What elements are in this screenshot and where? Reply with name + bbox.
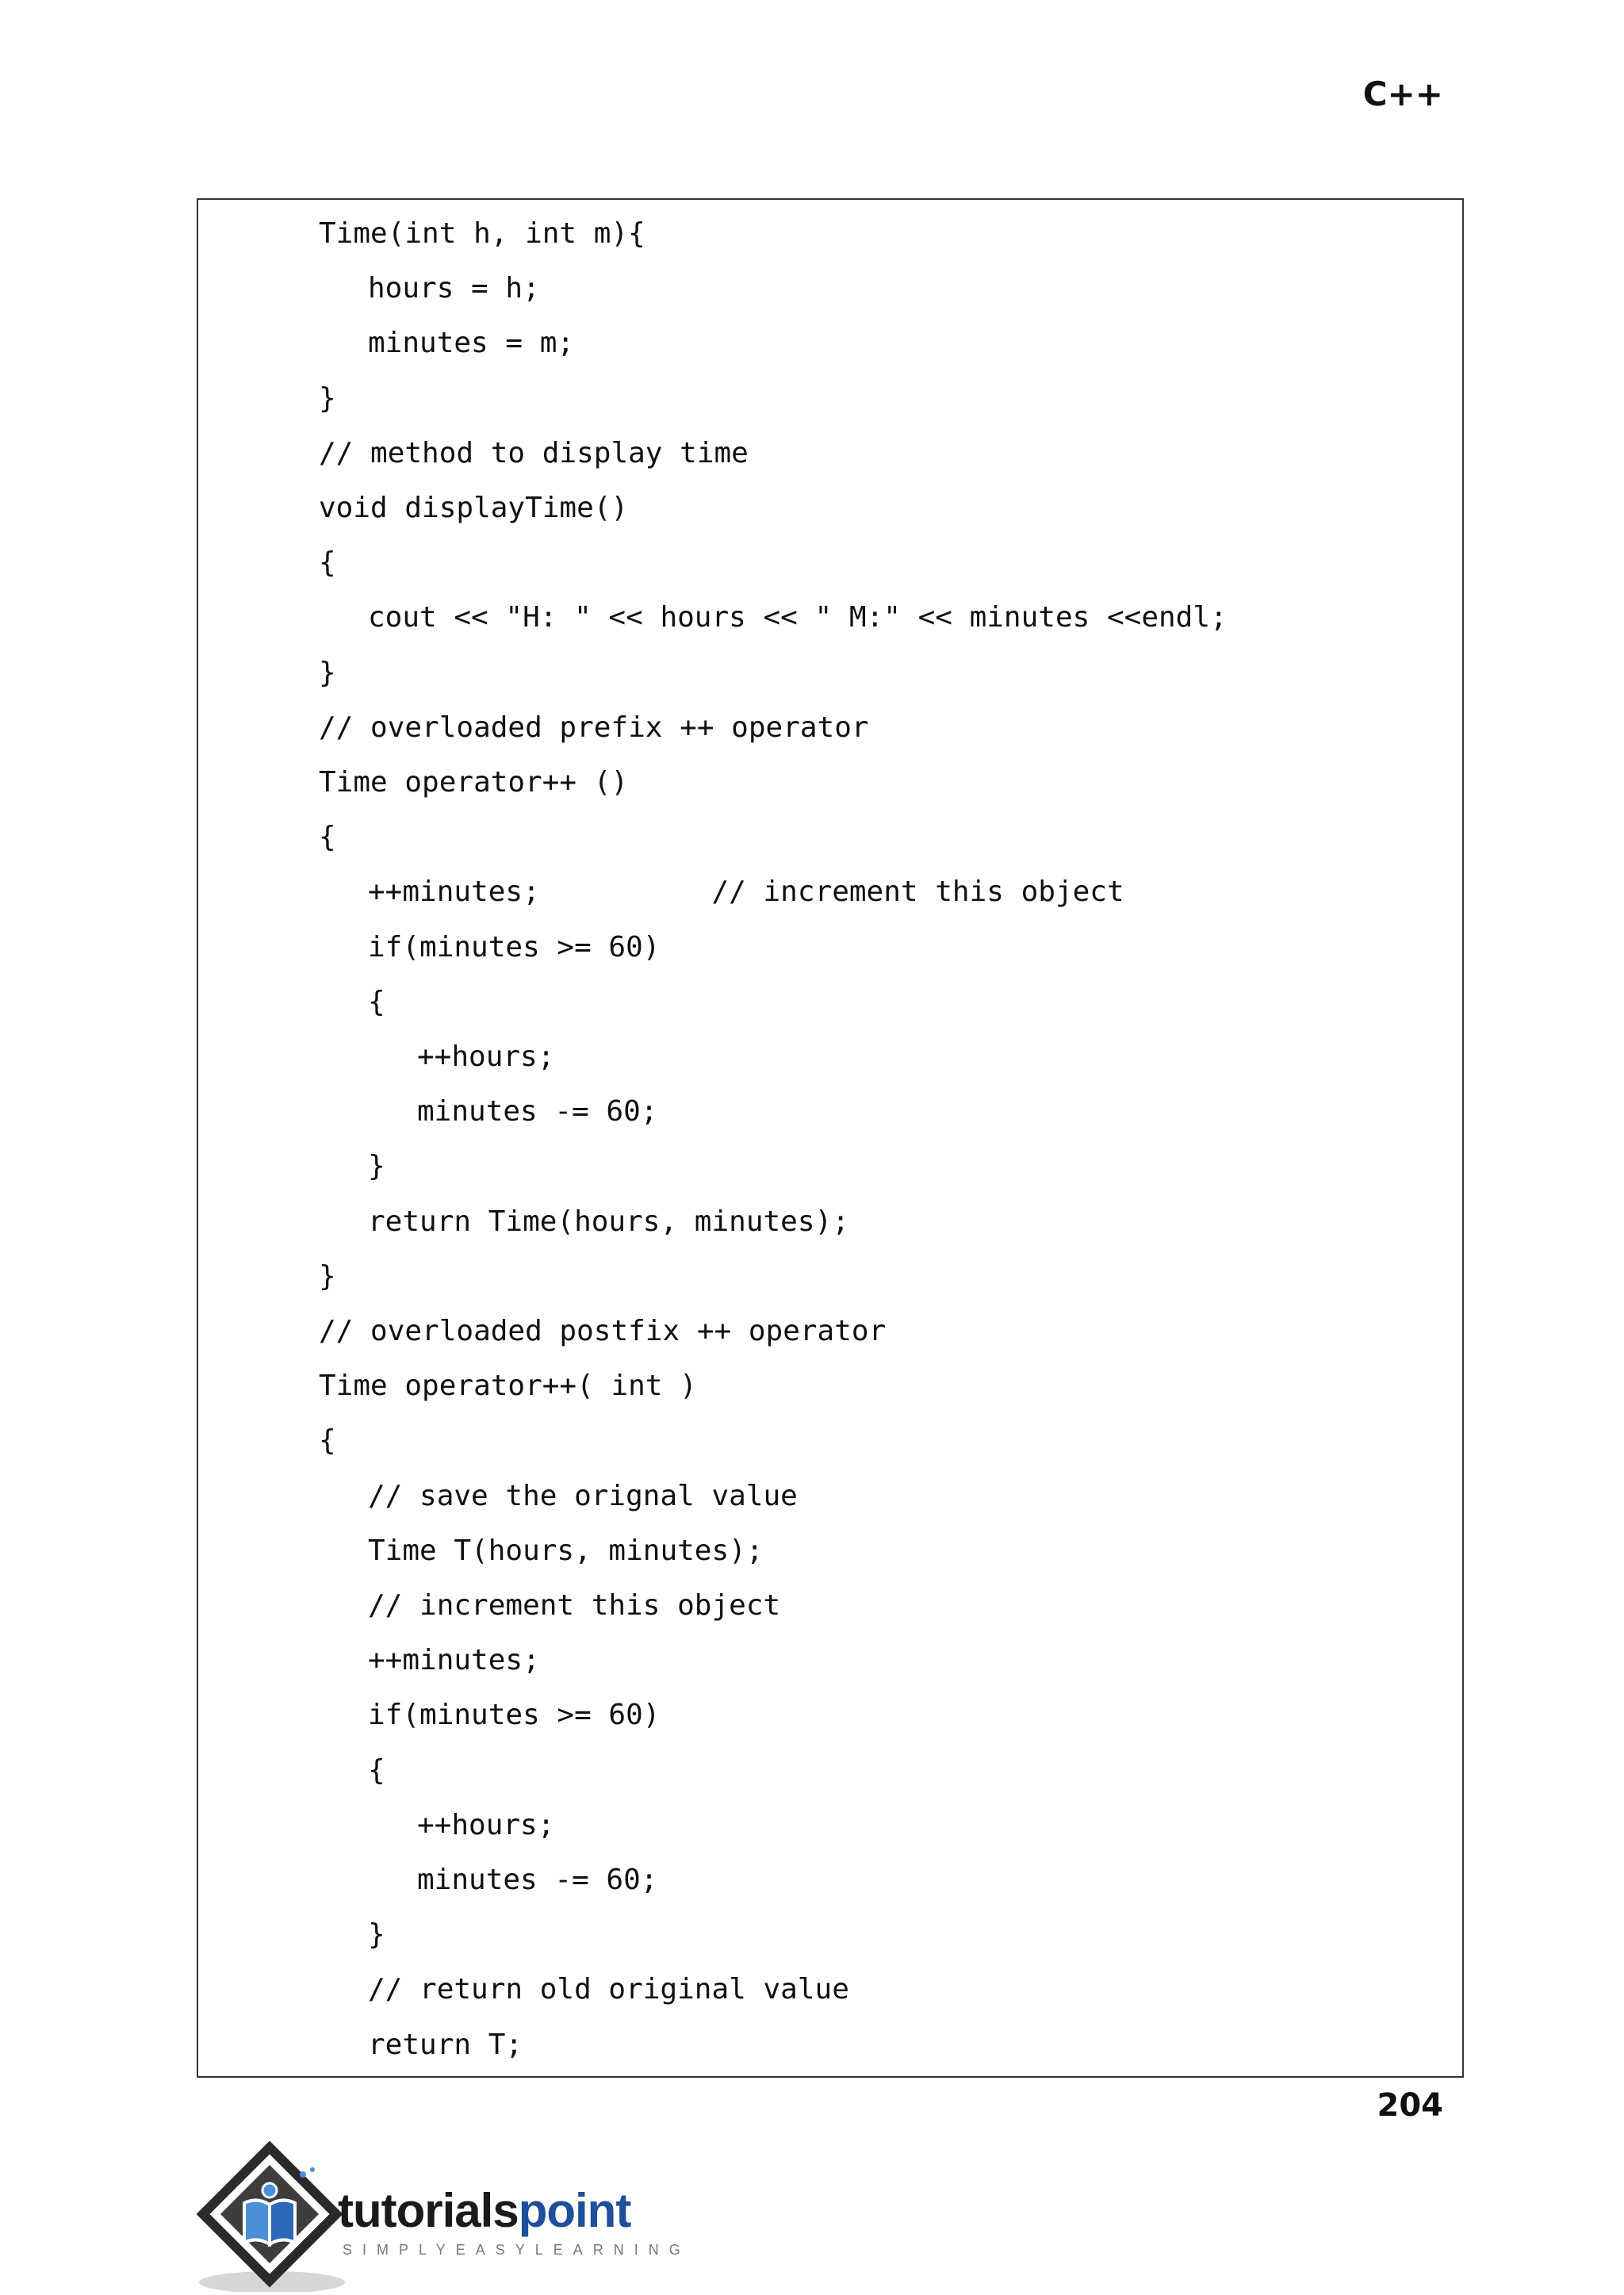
code-line: ++hours; [417, 1809, 555, 1841]
code-line: // method to display time [319, 437, 749, 469]
logo-word-point: point [518, 2184, 631, 2237]
code-line: return T; [368, 2029, 523, 2061]
code-line: minutes -= 60; [417, 1864, 658, 1896]
code-line: // save the orignal value [368, 1480, 798, 1512]
code-line: } [319, 382, 336, 415]
code-line: Time operator++ () [319, 766, 629, 799]
code-line: hours = h; [368, 272, 540, 305]
code-line: } [319, 657, 336, 689]
code-line: Time operator++( int ) [319, 1370, 697, 1402]
code-line: // overloaded postfix ++ operator [319, 1315, 887, 1347]
code-line: minutes -= 60; [417, 1095, 658, 1128]
code-line: void displayTime() [319, 492, 629, 524]
code-line: cout << "H: " << hours << " M:" << minutes <<endl; [368, 601, 1228, 634]
code-line: { [319, 821, 336, 853]
code-line: { [319, 546, 336, 579]
code-line: return Time(hours, minutes); [368, 1205, 849, 1238]
page-header-title: C++ [1362, 75, 1443, 113]
code-line: Time T(hours, minutes); [368, 1534, 764, 1567]
tutorialspoint-logo [197, 2141, 691, 2295]
code-line: if(minutes >= 60) [368, 1699, 661, 1731]
code-line: { [368, 986, 385, 1018]
logo-tagline: SIMPLYEASYLEARNING [343, 2242, 691, 2258]
code-line: { [319, 1424, 336, 1457]
logo-book-icon [197, 2141, 347, 2292]
code-line: } [319, 1260, 336, 1293]
code-line: } [368, 1150, 385, 1182]
code-line: minutes = m; [368, 327, 575, 359]
code-line: Time(int h, int m){ [319, 217, 645, 250]
code-line: ++minutes; // increment this object [368, 875, 1124, 908]
code-line: // return old original value [368, 1973, 849, 2006]
code-line: // overloaded prefix ++ operator [319, 711, 869, 744]
code-block [197, 198, 1464, 2078]
logo-wordmark [338, 2184, 631, 2237]
code-line: { [368, 1754, 385, 1787]
page-number: 204 [1377, 2087, 1443, 2124]
code-line: if(minutes >= 60) [368, 931, 661, 964]
code-line: ++hours; [417, 1040, 555, 1073]
code-line: } [368, 1918, 385, 1951]
logo-word-tutorials: tutorials [338, 2184, 519, 2237]
code-line: // increment this object [368, 1589, 781, 1622]
code-line: ++minutes; [368, 1644, 540, 1676]
